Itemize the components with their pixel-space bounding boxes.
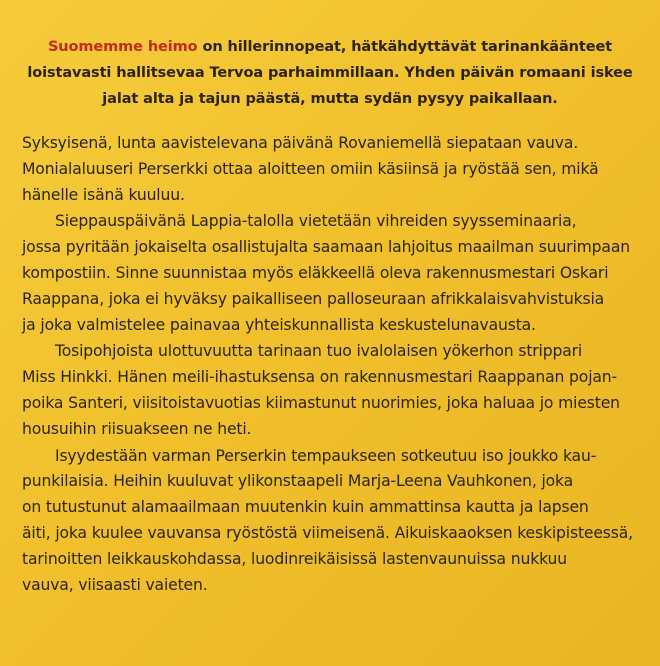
paragraph-2 [22,209,644,338]
paragraph-4 [22,444,644,599]
text-line: Syksyisenä, lunta aavistelevana päivänä Rovaniemellä siepataan vauva. [22,134,579,152]
intro-line-2: loistavasti hallitsevaa Tervoa parhaimmillaan. Yhden päivän romaani iskee [27,65,633,81]
text-line: punkilaisia. Heihin kuuluvat ylikonstaapeli Marja-Leena Vauhkonen, joka [22,472,574,491]
paragraph-1 [22,131,644,208]
book-title: Suomemme heimo [47,39,198,55]
text-line: Isyydestään varman Perserkin tempaukseen sotkeutuu iso joukko kau- [55,446,597,465]
text-line: vauva, viisaasti vaieten. [22,575,208,594]
intro-line-1 [20,34,640,60]
text-line: Miss Hinkki. Hänen meili-ihastuksensa on rakennusmestari Raappanan pojan- [22,368,617,387]
text-line: tarinoitten leikkauskohdassa, luodinreikäisissä lastenvaunuissa nukkuu [22,549,567,568]
text-line: Monialaluuseri Perserkki ottaa aloitteen omiin käsiinsä ja ryöstää sen, mikä [22,159,599,178]
text-line: Tosipohjoista ulottuvuutta tarinaan tuo ivalolaisen yökerhon strippari [55,342,583,361]
intro-line-3: jalat alta ja tajun päästä, mutta sydän pysyy paikallaan. [102,91,558,107]
text-line: kompostiin. Sinne suunnistaa myös eläkkeellä oleva rakennusmestari Oskari [22,263,609,282]
text-line: Raappana, joka ei hyväksy paikalliseen palloseuraan afrikkalaisvahvistuksia [22,289,605,308]
description-body [22,131,644,598]
text-line: housuihin riisuakseen ne heti. [22,419,252,438]
text-line: on tutustunut alamaailmaan muutenkin kuin ammattinsa kautta ja lapsen [22,498,589,517]
text-line: poika Santeri, viisitoistavuotias kiimastunut nuorimies, joka haluaa jo miesten [22,393,620,412]
paragraph-3 [22,339,644,442]
text-line: Sieppauspäivänä Lappia-talolla vietetään vihreiden syysseminaaria, [55,212,577,231]
text-line: jossa pyritään jokaiselta osallistujalta saamaan lahjoitus maailman suurimpaan [22,238,630,257]
text-line: ja joka valmistelee painavaa yhteiskunnallista keskustelunavausta. [22,315,536,334]
intro-blurb [20,34,640,112]
text-line: äiti, joka kuulee vauvansa ryöstöstä viimeisenä. Aikuiskaaoksen keskipisteessä, [22,523,633,542]
intro-line-1-rest: on hillerinnopeat, hätkähdyttävät tarinankäänteet [197,39,613,55]
text-line: hänelle isänä kuuluu. [22,185,185,204]
